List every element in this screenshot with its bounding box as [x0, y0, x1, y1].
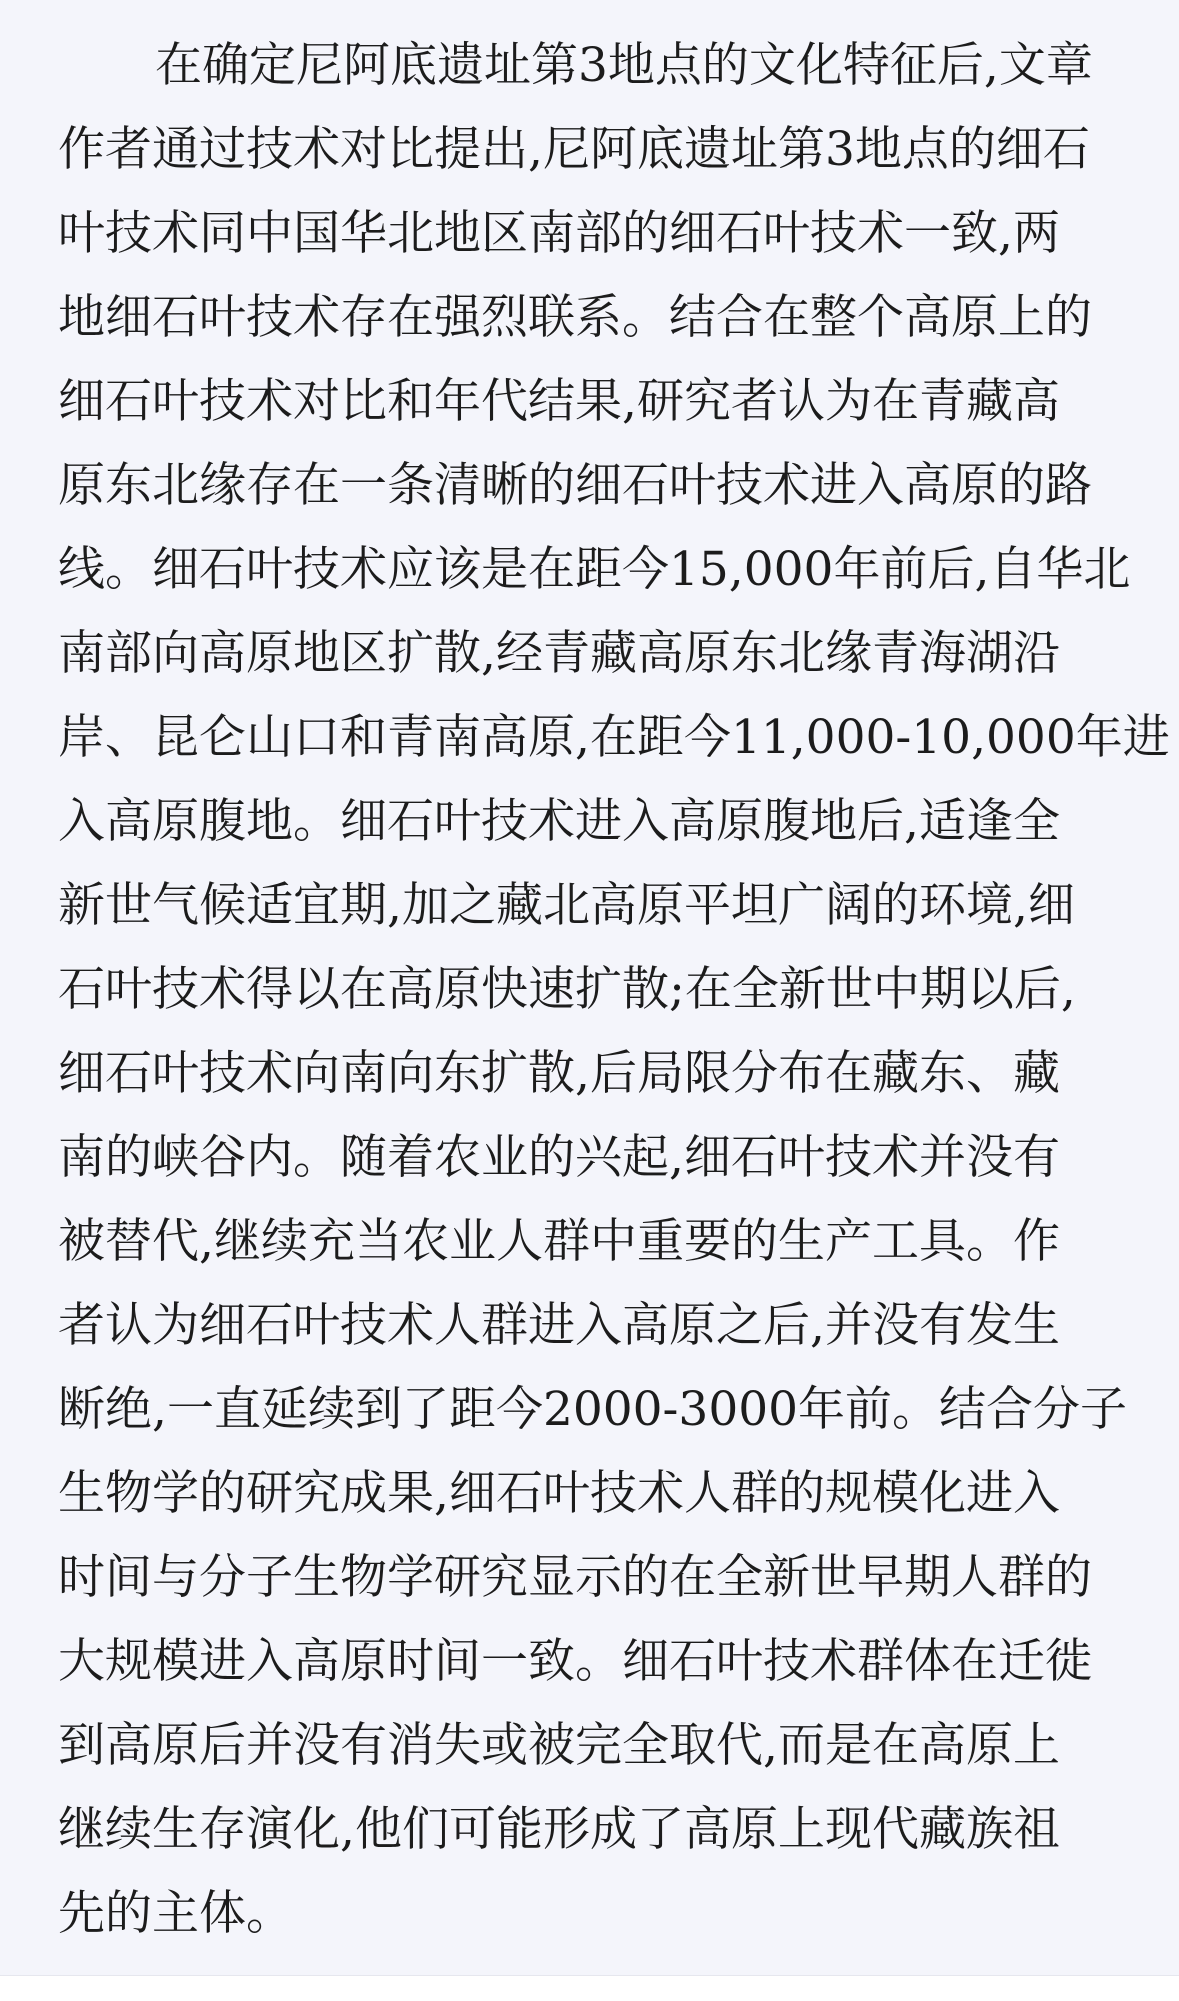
text-line: 被替代,继续充当农业人群中重要的生产工具。作 — [58, 1214, 1060, 1269]
bottom-divider — [0, 1975, 1179, 2001]
text-line: 原东北缘存在一条清晰的细石叶技术进入高原的路 — [58, 458, 1092, 513]
text-line: 断绝,一直延续到了距今2000-3000年前。结合分子 — [58, 1382, 1128, 1437]
text-line: 生物学的研究成果,细石叶技术人群的规模化进入 — [58, 1466, 1060, 1521]
text-line: 入高原腹地。细石叶技术进入高原腹地后,适逢全 — [58, 794, 1060, 849]
text-line: 细石叶技术对比和年代结果,研究者认为在青藏高 — [58, 374, 1060, 429]
text-line: 细石叶技术向南向东扩散,后局限分布在藏东、藏 — [58, 1046, 1060, 1101]
text-line: 时间与分子生物学研究显示的在全新世早期人群的 — [58, 1550, 1092, 1605]
text-line: 大规模进入高原时间一致。细石叶技术群体在迁徙 — [58, 1634, 1092, 1689]
text-line: 继续生存演化,他们可能形成了高原上现代藏族祖 — [58, 1802, 1060, 1857]
text-line: 作者通过技术对比提出,尼阿底遗址第3地点的细石 — [58, 122, 1090, 177]
text-line: 南部向高原地区扩散,经青藏高原东北缘青海湖沿 — [58, 626, 1060, 681]
text-line: 叶技术同中国华北地区南部的细石叶技术一致,两 — [58, 206, 1060, 261]
text-line: 南的峡谷内。随着农业的兴起,细石叶技术并没有 — [58, 1130, 1060, 1185]
text-line: 者认为细石叶技术人群进入高原之后,并没有发生 — [58, 1298, 1060, 1353]
text-line: 地细石叶技术存在强烈联系。结合在整个高原上的 — [58, 290, 1092, 345]
text-line: 新世气候适宜期,加之藏北高原平坦广阔的环境,细 — [58, 878, 1075, 933]
article-paragraph — [58, 24, 1170, 1956]
text-line: 在确定尼阿底遗址第3地点的文化特征后,文章 — [155, 38, 1093, 93]
text-line: 岸、昆仑山口和青南高原,在距今11,000-10,000年进 — [58, 710, 1170, 765]
text-line: 石叶技术得以在高原快速扩散;在全新世中期以后, — [58, 962, 1076, 1017]
text-line: 线。细石叶技术应该是在距今15,000年前后,自华北 — [58, 542, 1131, 597]
text-line: 先的主体。 — [58, 1886, 293, 1941]
text-line: 到高原后并没有消失或被完全取代,而是在高原上 — [58, 1718, 1060, 1773]
